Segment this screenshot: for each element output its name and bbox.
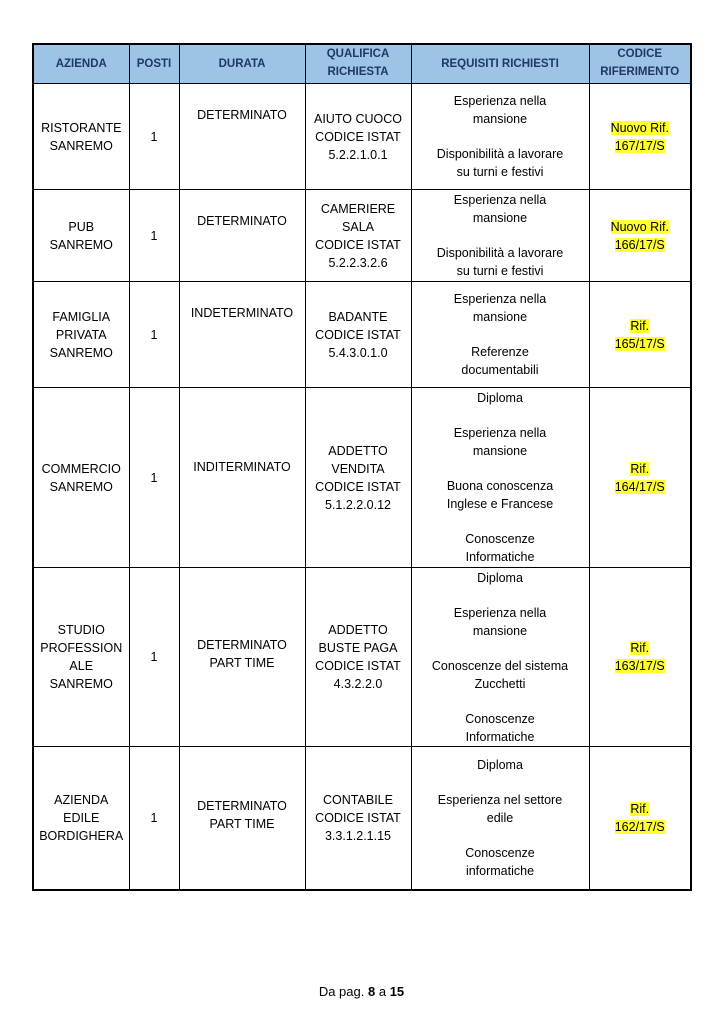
- reference-code-line: [593, 800, 688, 818]
- cell-posti: 1: [129, 190, 179, 282]
- cell-line: INDETERMINATO: [190, 306, 294, 320]
- requirement-gap: [415, 407, 586, 424]
- cell-line: Conoscenze: [465, 532, 535, 546]
- cell-line: INDITERMINATO: [193, 460, 291, 474]
- footer-current-page: 8: [367, 984, 376, 999]
- cell-line: mansione: [472, 112, 528, 126]
- header-qualifica: QUALIFICA RICHIESTA: [305, 44, 411, 84]
- cell-line: EDILE: [63, 810, 100, 825]
- cell-durata: [179, 747, 305, 890]
- cell-line: BUSTE PAGA: [318, 641, 398, 655]
- cell-line: su turni e festivi: [456, 264, 544, 278]
- cell-line: Informatiche: [465, 729, 535, 744]
- cell-line: PROFESSION: [40, 641, 123, 655]
- header-posti: POSTI: [129, 44, 179, 84]
- cell-line: PART TIME: [209, 817, 275, 831]
- cell-line: COMMERCIO: [41, 461, 121, 476]
- requirement-gap: [415, 827, 586, 844]
- cell-durata: [179, 568, 305, 747]
- cell-requisiti: [411, 568, 589, 747]
- cell-line: CODICE ISTAT: [315, 129, 401, 144]
- cell-line: SALA: [342, 219, 374, 234]
- cell-posti: 1: [129, 282, 179, 388]
- cell-codice-riferimento: [589, 568, 691, 747]
- cell-line: CONTABILE: [323, 792, 393, 807]
- job-listing-sheet: [32, 43, 690, 891]
- reference-code-highlight: 165/17/S: [614, 336, 665, 351]
- cell-line: SANREMO: [49, 479, 113, 494]
- cell-line: Disponibilità a lavorare: [436, 147, 564, 161]
- table-row: [33, 747, 691, 890]
- requirement-gap: [415, 513, 586, 530]
- reference-code-line: [593, 218, 688, 236]
- cell-line: informatiche: [465, 863, 535, 878]
- reference-code-highlight: Rif.: [630, 461, 650, 476]
- cell-line: FAMIGLIA: [52, 309, 111, 324]
- requirement-gap: [415, 227, 586, 244]
- cell-line: SANREMO: [49, 138, 113, 153]
- cell-line: mansione: [472, 623, 528, 638]
- reference-code-line: [593, 818, 688, 836]
- cell-line: RISTORANTE: [41, 120, 122, 135]
- cell-line: BADANTE: [328, 309, 388, 324]
- header-codice: CODICE RIFERIMENTO: [589, 44, 691, 84]
- cell-line: DETERMINATO: [197, 108, 287, 122]
- cell-line: mansione: [472, 211, 528, 225]
- reference-code-highlight: Nuovo Rif.: [610, 219, 669, 234]
- cell-line: 3.3.1.2.1.15: [324, 828, 392, 843]
- reference-code-line: [593, 657, 688, 675]
- footer-middle: a: [378, 984, 387, 999]
- table-header-row: [33, 44, 691, 84]
- reference-code-line: [593, 639, 688, 657]
- cell-line: SANREMO: [49, 345, 113, 360]
- cell-line: Esperienza nella: [453, 94, 547, 108]
- reference-code-highlight: Rif.: [630, 801, 650, 816]
- cell-posti: 1: [129, 388, 179, 568]
- cell-codice-riferimento: [589, 388, 691, 568]
- cell-codice-riferimento: [589, 190, 691, 282]
- cell-line: SANREMO: [49, 677, 113, 691]
- requirement-gap: [415, 460, 586, 477]
- cell-posti: 1: [129, 84, 179, 190]
- reference-code-highlight: 166/17/S: [614, 237, 665, 252]
- cell-line: Esperienza nella: [453, 193, 547, 207]
- cell-line: SANREMO: [49, 237, 113, 252]
- reference-code-highlight: 164/17/S: [614, 479, 665, 494]
- cell-line: Diploma: [477, 757, 523, 772]
- cell-line: Conoscenze: [465, 711, 535, 726]
- cell-line: CODICE ISTAT: [315, 237, 401, 252]
- cell-line: Esperienza nella: [453, 605, 547, 620]
- cell-line: Esperienza nel settore: [437, 792, 563, 807]
- cell-line: Esperienza nella: [453, 292, 547, 306]
- cell-line: Buona conoscenza: [446, 479, 554, 493]
- cell-qualifica: [305, 84, 411, 190]
- cell-line: CODICE ISTAT: [315, 479, 401, 494]
- cell-line: ADDETTO: [328, 443, 388, 458]
- cell-posti: 1: [129, 568, 179, 747]
- reference-code-highlight: 162/17/S: [614, 819, 665, 834]
- reference-code-highlight: Nuovo Rif.: [610, 120, 669, 135]
- requirement-gap: [415, 326, 586, 343]
- reference-code-line: [593, 335, 688, 353]
- cell-line: su turni e festivi: [456, 165, 544, 179]
- reference-code-highlight: Rif.: [630, 641, 650, 655]
- table-row: [33, 84, 691, 190]
- cell-line: Informatiche: [465, 550, 535, 564]
- cell-durata: [179, 388, 305, 568]
- cell-line: Diploma: [477, 570, 523, 585]
- cell-line: mansione: [472, 444, 528, 458]
- cell-line: Referenze: [471, 345, 529, 359]
- table-row: [33, 282, 691, 388]
- header-requisiti: REQUISITI RICHIESTI: [411, 44, 589, 84]
- cell-line: ADDETTO: [328, 623, 388, 637]
- cell-durata: [179, 282, 305, 388]
- cell-line: PRIVATA: [55, 327, 107, 342]
- header-azienda: AZIENDA: [33, 44, 129, 84]
- page-footer: [0, 984, 723, 999]
- reference-code-highlight: 167/17/S: [614, 138, 665, 153]
- cell-azienda: [33, 282, 129, 388]
- cell-qualifica: [305, 568, 411, 747]
- footer-prefix: Da pag.: [318, 984, 365, 999]
- table-row: [33, 190, 691, 282]
- cell-line: CODICE ISTAT: [315, 327, 401, 342]
- cell-azienda: [33, 84, 129, 190]
- cell-line: Diploma: [477, 391, 523, 405]
- requirement-gap: [415, 128, 586, 145]
- cell-line: DETERMINATO: [197, 214, 287, 228]
- cell-requisiti: [411, 190, 589, 282]
- cell-line: PART TIME: [209, 656, 275, 670]
- cell-line: 5.2.2.3.2.6: [328, 255, 388, 270]
- cell-line: mansione: [472, 310, 528, 324]
- cell-line: AZIENDA: [54, 792, 109, 807]
- cell-codice-riferimento: [589, 747, 691, 890]
- table-row: [33, 568, 691, 747]
- cell-requisiti: [411, 282, 589, 388]
- cell-qualifica: [305, 388, 411, 568]
- reference-code-line: [593, 236, 688, 254]
- cell-line: Conoscenze del sistema: [431, 658, 569, 673]
- reference-code-line: [593, 119, 688, 137]
- cell-requisiti: [411, 388, 589, 568]
- requirement-gap: [415, 587, 586, 604]
- cell-azienda: [33, 568, 129, 747]
- cell-line: Conoscenze: [465, 845, 535, 860]
- cell-azienda: [33, 747, 129, 890]
- table-row: [33, 388, 691, 568]
- cell-durata: [179, 84, 305, 190]
- reference-code-line: [593, 137, 688, 155]
- cell-line: DETERMINATO: [197, 638, 287, 652]
- reference-code-highlight: Rif.: [630, 318, 650, 333]
- reference-code-line: [593, 478, 688, 496]
- cell-codice-riferimento: [589, 282, 691, 388]
- job-offers-table: [32, 43, 692, 891]
- cell-azienda: [33, 190, 129, 282]
- requirement-gap: [415, 640, 586, 657]
- cell-durata: [179, 190, 305, 282]
- cell-line: 5.2.2.1.0.1: [328, 147, 388, 162]
- cell-line: DETERMINATO: [197, 799, 287, 813]
- reference-code-highlight: 163/17/S: [614, 659, 665, 673]
- cell-line: Disponibilità a lavorare: [436, 246, 564, 260]
- cell-posti: 1: [129, 747, 179, 890]
- cell-requisiti: [411, 84, 589, 190]
- header-durata: DURATA: [179, 44, 305, 84]
- cell-line: 5.1.2.2.0.12: [324, 497, 392, 512]
- reference-code-line: [593, 317, 688, 335]
- cell-line: CODICE ISTAT: [315, 659, 401, 673]
- cell-line: 4.3.2.2.0: [333, 677, 383, 691]
- cell-azienda: [33, 388, 129, 568]
- cell-line: AIUTO CUOCO: [314, 111, 402, 126]
- reference-code-line: [593, 460, 688, 478]
- cell-line: VENDITA: [331, 461, 385, 476]
- cell-line: edile: [486, 810, 514, 825]
- cell-requisiti: [411, 747, 589, 890]
- cell-line: Zucchetti: [474, 676, 526, 691]
- requirement-gap: [415, 693, 586, 710]
- cell-line: Inglese e Francese: [446, 497, 554, 511]
- cell-qualifica: [305, 190, 411, 282]
- cell-line: 5.4.3.0.1.0: [328, 345, 388, 360]
- cell-qualifica: [305, 282, 411, 388]
- cell-line: CODICE ISTAT: [315, 810, 401, 825]
- requirement-gap: [415, 774, 586, 791]
- cell-line: BORDIGHERA: [39, 828, 124, 843]
- cell-line: documentabili: [461, 363, 539, 377]
- cell-line: CAMERIERE: [320, 201, 396, 216]
- footer-total-pages: 15: [389, 984, 405, 999]
- cell-codice-riferimento: [589, 84, 691, 190]
- cell-line: PUB: [68, 219, 95, 234]
- cell-qualifica: [305, 747, 411, 890]
- cell-line: Esperienza nella: [453, 426, 547, 440]
- cell-line: ALE: [69, 659, 94, 673]
- cell-line: STUDIO: [57, 623, 105, 637]
